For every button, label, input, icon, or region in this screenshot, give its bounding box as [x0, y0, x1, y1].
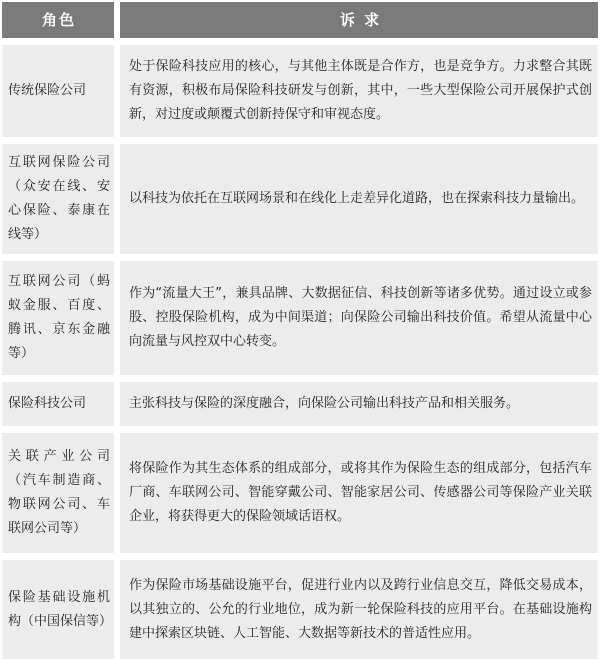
role-text: 传统保险公司: [8, 83, 87, 98]
table-row: [0, 382, 600, 426]
role-text: 保险科技公司: [8, 396, 87, 411]
role-cell: [2, 144, 114, 254]
role-cell: [2, 382, 114, 426]
header-role: [2, 2, 114, 38]
header-role-label: 角色: [41, 11, 76, 29]
table-row: [0, 560, 600, 659]
demand-text: 将保险作为其生态体系的组成部分，或将其作为保险生态的组成部分，包括汽车厂商、车联网公司、智能穿戴公司、智能家居公司、传感器公司等保险产业关联企业，将获得更大的保险领域话语权。: [129, 461, 592, 524]
demand-cell: [120, 560, 598, 659]
role-text: 关联产业公司（汽车制造商、物联网公司、车联网公司等）: [8, 449, 110, 536]
role-cell: [2, 261, 114, 375]
demand-text: 主张科技与保险的深度融合，向保险公司输出科技产品和相关服务。: [129, 396, 520, 411]
header-demand: [120, 2, 598, 38]
table-row: [0, 433, 600, 553]
role-text: 互联网保险公司（众安在线、安心保险、泰康在线等）: [8, 155, 110, 242]
demand-text: 作为“流量大王”，兼具品牌、大数据征信、科技创新等诸多优势。通过设立或参股、控股保险机构，成为中间渠道；向保险公司输出科技价值。希望从流量中心向流量与风控双中心转变。: [129, 286, 592, 349]
table-row: [0, 144, 600, 254]
demand-cell: [120, 433, 598, 553]
demand-text: 以科技为依托在互联网场景和在线化上走差异化道路，也在探索科技力量输出。: [129, 191, 585, 206]
role-text: 保险基础设施机构（中国保信等）: [8, 589, 113, 629]
demand-cell: [120, 144, 598, 254]
demand-cell: [120, 382, 598, 426]
role-cell: [2, 433, 114, 553]
table-row: [0, 45, 600, 137]
table-header: [0, 2, 600, 38]
demand-cell: [120, 261, 598, 375]
role-text: 互联网公司（蚂蚁金服、百度、腾讯、京东金融等）: [8, 274, 110, 361]
header-demand-label: 诉 求: [339, 11, 382, 29]
table-row: [0, 261, 600, 375]
role-cell: [2, 560, 114, 659]
demand-text: 作为保险市场基础设施平台，促进行业内以及跨行业信息交互，降低交易成本，以其独立的、公允的行业地位，成为新一轮保险科技的应用平台。在基础设施构建中探索区块链、人工智能、大数据等新技术的普适性应用。: [129, 577, 592, 641]
demand-cell: [120, 45, 598, 137]
role-cell: [2, 45, 114, 137]
demand-text: 处于保险科技应用的核心，与其他主体既是合作方，也是竞争方。力求整合其既有资源，积极布局保险科技研发与创新，其中，一些大型保险公司开展保护式创新，对过度或颠覆式创新持保守和审视态度。: [129, 59, 592, 122]
